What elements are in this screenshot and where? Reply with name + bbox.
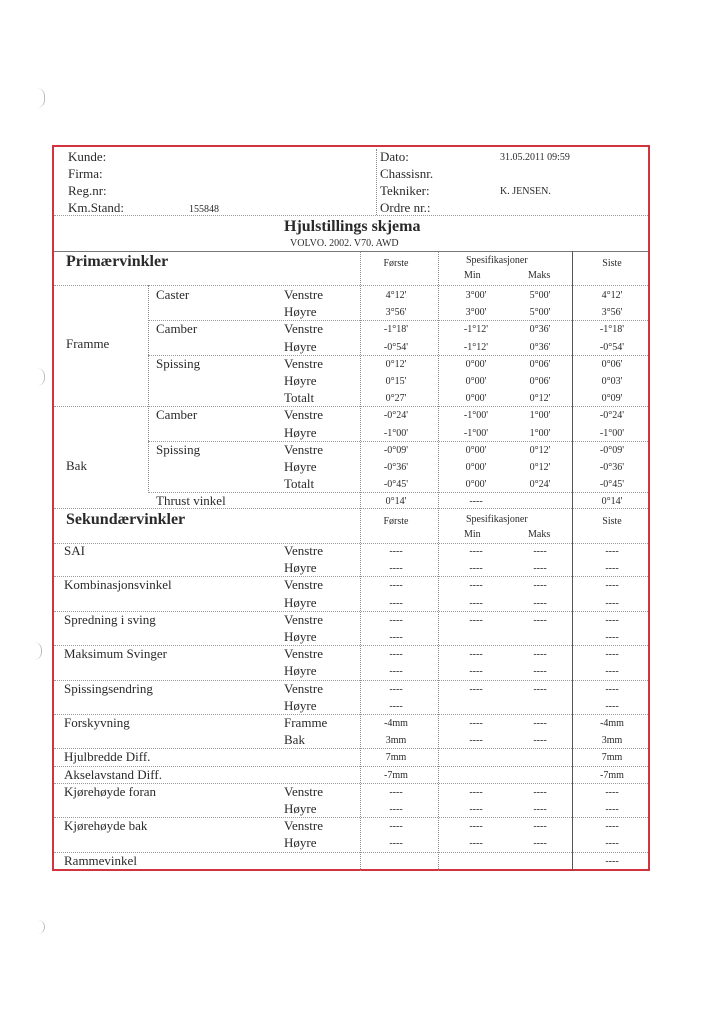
value-first: -0°36' — [383, 462, 409, 473]
row-rule — [54, 680, 648, 681]
col-max-header-2: Maks — [528, 529, 551, 540]
side-h-yre: Høyre — [284, 424, 317, 440]
row-rule — [54, 817, 648, 818]
value-max: ---- — [533, 786, 547, 798]
value-first: 0°14' — [385, 496, 407, 508]
value-min: ---- — [469, 735, 483, 747]
value-last: ---- — [605, 855, 619, 867]
value-max: 5°00' — [529, 307, 551, 319]
param-spredning-i-sving: Spredning i sving — [64, 611, 156, 627]
value-min: -1°00' — [463, 427, 489, 439]
technician-value: K. JENSEN. — [500, 186, 551, 197]
value-min: -1°00' — [463, 410, 489, 422]
value-min: 0°00' — [465, 393, 487, 405]
row-rule — [54, 611, 648, 612]
value-min: ---- — [469, 563, 483, 575]
date-value: 31.05.2011 09:59 — [500, 152, 570, 163]
value-first: ---- — [389, 838, 403, 850]
value-first: 7mm — [385, 752, 407, 764]
side-h-yre: Høyre — [284, 373, 317, 388]
param-spissingsendring: Spissingsendring — [64, 680, 153, 696]
technician-label: Tekniker: — [380, 183, 430, 198]
value-first: 3°56' — [385, 307, 407, 319]
value-max: ---- — [533, 614, 547, 626]
binder-hole-mark — [33, 642, 42, 660]
value-last: ---- — [605, 597, 619, 609]
side-h-yre: Høyre — [284, 304, 317, 320]
param-forskyvning: Forskyvning — [64, 715, 130, 730]
row-rule — [148, 492, 648, 493]
value-first: ---- — [389, 563, 403, 575]
value-last: -0°54' — [599, 341, 625, 353]
customer-label: Kunde: — [68, 149, 107, 164]
value-min: ---- — [469, 786, 483, 798]
value-last: 4°12' — [601, 290, 623, 301]
value-min: ---- — [469, 614, 483, 626]
value-max: 1°00' — [529, 427, 551, 439]
col-divider-spec — [438, 251, 439, 871]
value-last: -0°24' — [599, 410, 625, 422]
value-max: 0°06' — [529, 358, 551, 370]
side-venstre: Venstre — [284, 321, 323, 337]
side-venstre: Venstre — [284, 818, 323, 834]
param-kj-reh-yde-foran: Kjørehøyde foran — [64, 783, 157, 799]
value-min: ---- — [469, 649, 483, 661]
value-first: -4mm — [384, 718, 408, 729]
value-last: ---- — [605, 838, 619, 850]
row-rule — [148, 441, 648, 442]
km-label: Km.Stand: — [68, 200, 124, 215]
binder-hole-mark — [36, 920, 45, 934]
row-rule — [54, 576, 648, 577]
param-spissing: Spissing — [156, 441, 201, 457]
param-camber: Camber — [156, 321, 198, 337]
front-rear-rule — [54, 406, 648, 407]
value-max: 0°36' — [529, 341, 551, 353]
value-last: -4mm — [600, 718, 624, 729]
value-first: ---- — [389, 546, 403, 557]
value-first: ---- — [389, 649, 403, 661]
value-first: 0°27' — [385, 393, 407, 405]
value-last: -1°00' — [599, 427, 625, 439]
value-last: -7mm — [600, 769, 624, 781]
group-divider — [148, 285, 149, 491]
value-max: ---- — [533, 821, 547, 833]
value-max: ---- — [533, 546, 547, 557]
secondary-heading: Sekundærvinkler — [66, 511, 186, 528]
value-min: ---- — [469, 821, 483, 833]
param-caster: Caster — [156, 287, 190, 302]
value-min: ---- — [469, 666, 483, 678]
row-rule — [54, 852, 648, 853]
param-thrust-vinkel: Thrust vinkel — [156, 493, 226, 509]
side-h-yre: Høyre — [284, 835, 317, 851]
value-last: ---- — [605, 700, 619, 712]
value-last: -1°18' — [599, 324, 625, 336]
side-venstre: Venstre — [284, 355, 323, 371]
value-last: ---- — [605, 821, 619, 833]
value-last: 0°14' — [601, 496, 623, 508]
value-first: -7mm — [384, 769, 408, 781]
value-min: -1°12' — [463, 341, 489, 353]
col-divider-last — [572, 251, 573, 871]
value-first: ---- — [389, 632, 403, 643]
value-last: 0°09' — [601, 393, 623, 405]
value-first: ---- — [389, 804, 403, 815]
value-min: ---- — [469, 718, 483, 729]
binder-hole-mark — [36, 88, 45, 108]
value-min: 3°00' — [465, 307, 487, 319]
side-h-yre: Høyre — [284, 697, 317, 713]
side-venstre: Venstre — [284, 680, 323, 696]
value-last: -0°45' — [599, 479, 625, 491]
value-last: ---- — [605, 563, 619, 575]
secondary-header-rule — [54, 543, 648, 544]
value-last: -0°36' — [599, 462, 625, 473]
value-first: ---- — [389, 580, 403, 592]
value-last: 0°03' — [601, 376, 623, 387]
value-max: ---- — [533, 735, 547, 747]
row-rule — [54, 714, 648, 715]
param-akselavstand-diff: Akselavstand Diff. — [64, 766, 162, 782]
side-h-yre: Høyre — [284, 629, 317, 644]
value-min: ---- — [469, 580, 483, 592]
value-first: -1°00' — [383, 427, 409, 439]
value-max: 0°24' — [529, 479, 551, 491]
col-min-header-2: Min — [464, 529, 481, 540]
value-last: 3mm — [601, 735, 623, 747]
param-camber: Camber — [156, 407, 198, 423]
header-divider — [376, 149, 377, 215]
side-framme: Framme — [284, 715, 328, 730]
value-first: ---- — [389, 786, 403, 798]
param-kj-reh-yde-bak: Kjørehøyde bak — [64, 818, 148, 834]
primary-heading: Primærvinkler — [66, 253, 169, 270]
value-first: -0°24' — [383, 410, 409, 422]
side-h-yre: Høyre — [284, 663, 317, 679]
value-first: ---- — [389, 683, 403, 695]
date-label: Dato: — [380, 149, 409, 164]
row-rule — [54, 783, 648, 784]
value-last: ---- — [605, 632, 619, 643]
param-maksimum-svinger: Maksimum Svinger — [64, 646, 167, 662]
value-last: 0°06' — [601, 358, 623, 370]
value-first: 0°15' — [385, 376, 407, 387]
side-h-yre: Høyre — [284, 338, 317, 354]
value-last: 3°56' — [601, 307, 623, 319]
value-min: 0°00' — [465, 358, 487, 370]
value-min: 0°00' — [465, 479, 487, 491]
side-venstre: Venstre — [284, 611, 323, 627]
col-last-header-2: Siste — [602, 516, 622, 527]
value-min: ---- — [469, 496, 483, 508]
value-last: ---- — [605, 666, 619, 678]
order-label: Ordre nr.: — [380, 200, 431, 215]
km-value: 155848 — [189, 204, 219, 215]
side-venstre: Venstre — [284, 783, 323, 799]
value-last: -0°09' — [599, 444, 625, 456]
value-first: -0°45' — [383, 479, 409, 491]
value-max: ---- — [533, 838, 547, 850]
alignment-sheet — [52, 145, 650, 871]
sheet-title: Hjulstillings skjema — [284, 218, 421, 235]
side-venstre: Venstre — [284, 441, 323, 457]
value-max: 5°00' — [529, 290, 551, 301]
value-last: ---- — [605, 580, 619, 592]
param-hjulbredde-diff: Hjulbredde Diff. — [64, 749, 151, 765]
value-last: ---- — [605, 649, 619, 661]
col-first-header: Første — [383, 258, 409, 269]
value-first: ---- — [389, 700, 403, 712]
value-max: 0°12' — [529, 444, 551, 456]
value-max: 0°36' — [529, 324, 551, 336]
param-kombinasjonsvinkel: Kombinasjonsvinkel — [64, 577, 172, 593]
chassis-label: Chassisnr. — [380, 166, 434, 181]
row-rule — [54, 766, 648, 767]
value-max: ---- — [533, 683, 547, 695]
value-last: 7mm — [601, 752, 623, 764]
value-last: ---- — [605, 546, 619, 557]
value-min: 0°00' — [465, 462, 487, 473]
value-first: 0°12' — [385, 358, 407, 370]
header-rule — [54, 215, 648, 216]
side-h-yre: Høyre — [284, 459, 317, 474]
value-min: ---- — [469, 683, 483, 695]
value-first: 3mm — [385, 735, 407, 747]
value-min: 3°00' — [465, 290, 487, 301]
row-rule — [54, 645, 648, 646]
value-first: ---- — [389, 614, 403, 626]
col-min-header: Min — [464, 270, 481, 281]
side-bak: Bak — [284, 732, 305, 748]
value-min: 0°00' — [465, 444, 487, 456]
col-max-header: Maks — [528, 270, 551, 281]
value-last: ---- — [605, 683, 619, 695]
side-h-yre: Høyre — [284, 594, 317, 610]
title-rule — [54, 251, 648, 252]
value-last: ---- — [605, 786, 619, 798]
value-last: ---- — [605, 804, 619, 815]
value-max: ---- — [533, 580, 547, 592]
value-first: -0°09' — [383, 444, 409, 456]
value-first: ---- — [389, 821, 403, 833]
value-first: -0°54' — [383, 341, 409, 353]
value-max: ---- — [533, 804, 547, 815]
regnr-label: Reg.nr: — [68, 183, 107, 198]
value-min: 0°00' — [465, 376, 487, 387]
col-divider-first — [360, 251, 361, 871]
value-max: ---- — [533, 597, 547, 609]
value-max: 1°00' — [529, 410, 551, 422]
row-rule — [148, 355, 648, 356]
value-max: ---- — [533, 718, 547, 729]
side-h-yre: Høyre — [284, 560, 317, 576]
section-rule — [54, 508, 648, 509]
side-venstre: Venstre — [284, 577, 323, 593]
col-spec-header: Spesifikasjoner — [466, 255, 528, 266]
value-max: 0°06' — [529, 376, 551, 387]
vehicle-subtitle: VOLVO. 2002. V70. AWD — [290, 238, 399, 249]
side-totalt: Totalt — [284, 476, 315, 492]
value-min: ---- — [469, 838, 483, 850]
param-sai: SAI — [64, 543, 85, 558]
value-first: ---- — [389, 597, 403, 609]
side-venstre: Venstre — [284, 407, 323, 423]
value-min: ---- — [469, 597, 483, 609]
value-max: 0°12' — [529, 393, 551, 405]
value-max: ---- — [533, 649, 547, 661]
primary-header-rule — [54, 285, 648, 286]
value-max: 0°12' — [529, 462, 551, 473]
col-first-header-2: Første — [383, 516, 409, 527]
side-venstre: Venstre — [284, 287, 323, 302]
value-min: ---- — [469, 804, 483, 815]
param-spissing: Spissing — [156, 355, 201, 371]
rear-group-label: Bak — [66, 458, 87, 473]
company-label: Firma: — [68, 166, 103, 181]
value-first: ---- — [389, 666, 403, 678]
side-venstre: Venstre — [284, 646, 323, 662]
value-max: ---- — [533, 666, 547, 678]
value-first: -1°18' — [383, 324, 409, 336]
row-rule — [148, 320, 648, 321]
value-max: ---- — [533, 563, 547, 575]
side-venstre: Venstre — [284, 543, 323, 558]
value-min: ---- — [469, 546, 483, 557]
value-first: 4°12' — [385, 290, 407, 301]
side-h-yre: Høyre — [284, 801, 317, 816]
value-last: ---- — [605, 614, 619, 626]
side-totalt: Totalt — [284, 390, 315, 406]
binder-hole-mark — [36, 368, 45, 386]
param-rammevinkel: Rammevinkel — [64, 852, 137, 868]
col-last-header: Siste — [602, 258, 622, 269]
row-rule — [54, 748, 648, 749]
front-group-label: Framme — [66, 336, 110, 351]
col-spec-header-2: Spesifikasjoner — [466, 514, 528, 525]
value-min: -1°12' — [463, 324, 489, 336]
